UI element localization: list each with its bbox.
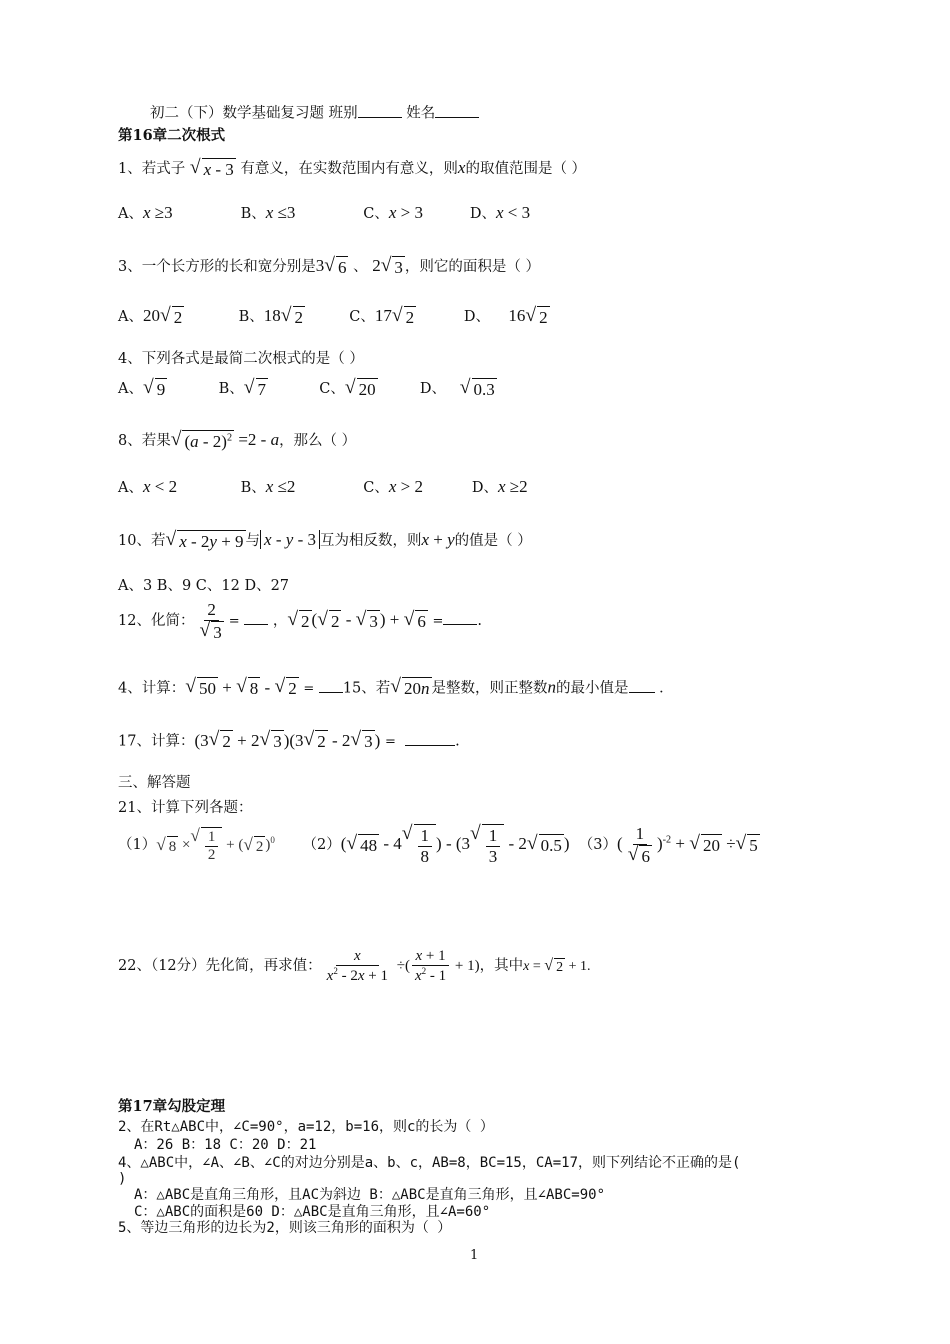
q1-radical: √ x - 3 xyxy=(189,157,234,179)
q15-post2: 的最小值是 xyxy=(556,680,629,697)
q8-options: A、x < 2 B、x ≤2 C、x > 2 D、x ≥2 xyxy=(118,477,528,496)
q17-eq: = xyxy=(384,734,396,750)
q1-opt-b: B、 xyxy=(240,206,266,222)
q1-opt-c: C、 xyxy=(363,206,389,222)
ch17-q4-options-cd: C：△ABC的面积是60 D：△ABC是直角三角形，且∠A=60° xyxy=(134,1204,491,1220)
q21-part-1: （1） xyxy=(118,837,157,854)
q1-post: 的取值范围是（ ） xyxy=(465,161,587,178)
q4-opt-d: D、 xyxy=(419,381,446,398)
question-4-calc: 4、计算： √ 50 + √ 8 - √ 2 = 15、若 √ 20n 是整数，则正整数n的最小值是 ． xyxy=(118,676,674,699)
q15-var: n xyxy=(547,677,557,697)
q3-options: A、20 √ 2 B、18 √ 2 C、17 √ 2 D、 16 √ 2 xyxy=(118,305,548,327)
q15-blank xyxy=(629,677,655,693)
name-label: 姓名 xyxy=(406,105,436,122)
q10-post: 的值是（ ） xyxy=(454,533,532,550)
chapter-16-title: 第16章二次根式 xyxy=(118,127,226,144)
question-4: 4、下列各式是最简二次根式的是（ ） xyxy=(118,351,364,367)
q10-mid: 与 xyxy=(245,533,261,550)
ch17-question-2: 2、在Rt△ABC中，∠C=90°，a=12，b=16，则c的长为（ ） xyxy=(118,1119,494,1135)
ch17-q4-close: ) xyxy=(118,1171,127,1187)
question-17: 17、计算：(3 √ 2 + 2 √ 3 )(3 √ 2 - 2 √ 3 ) = . xyxy=(118,729,460,752)
q4-opt-c: C、 xyxy=(319,381,345,398)
q17-end: . xyxy=(455,733,460,750)
q1-opt-d: D、 xyxy=(469,206,496,222)
q12-eq-2: = xyxy=(432,614,444,630)
q10-options: A、3 B、9 C、12 D、27 xyxy=(118,578,290,594)
question-1 xyxy=(118,158,586,180)
q3-opt-b: B、 xyxy=(238,309,264,326)
header-title: 初二（下）数学基础复习题 班别 xyxy=(150,105,358,122)
q21-part-2: （2） xyxy=(302,837,341,854)
q4-options: A、 √ 9 B、 √ 7 C、 √ 20 D、 √ 0.3 xyxy=(118,377,495,399)
q4-opt-b: B、 xyxy=(218,381,244,398)
q1-var: x xyxy=(457,158,466,178)
question-3: 3、一个长方形的长和宽分别是3 √ 6 、 2 √ 3 ，则它的面积是（ ） xyxy=(118,255,541,277)
q3-opt-c: C、 xyxy=(349,309,375,326)
q4b-pre: 4、计算： xyxy=(118,680,186,697)
q8-opt-a: A、 xyxy=(118,480,143,496)
q10-mid2: 互为相反数，则 xyxy=(319,533,422,550)
q12-end: . xyxy=(477,613,482,630)
question-8: 8、若果 √ (a - 2)$^2$ =2 - a，那么（ ） xyxy=(118,429,357,451)
q15-pre: 15、若 xyxy=(342,680,391,697)
section-3-title: 三、解答题 xyxy=(118,775,191,791)
q12-dot: ， xyxy=(272,613,288,630)
ch17-q2-options: A：26 B：18 C：20 D：21 xyxy=(134,1137,317,1153)
q1-opt-a: A、 xyxy=(118,206,143,222)
q17-pre: 17、计算： xyxy=(118,733,195,750)
q21-part-3: （3） xyxy=(578,837,618,854)
page-number: 1 xyxy=(470,1248,479,1263)
q1-mid: 有意义，在实数范围内有意义，则 xyxy=(240,161,458,178)
q8-opt-d: D、 xyxy=(471,480,498,496)
q15-end: ． xyxy=(659,680,674,697)
q15-post: 是整数，则正整数 xyxy=(431,680,548,697)
q12-blank-1 xyxy=(244,610,268,626)
question-21: 21、计算下列各题： xyxy=(118,800,253,816)
q3-sep: 、 xyxy=(353,259,368,276)
q12-pre: 12、化简： xyxy=(118,613,195,630)
q4b-eq: = xyxy=(303,681,315,697)
q1-options: A、x ≥3 B、x ≤3 C、x > 3 D、x < 3 xyxy=(118,203,531,222)
question-22: 22、（12分）先化简，再求值： $\frac{x}{x^2 - 2x + 1}$ ÷( $\frac{x + 1}{x^2 - 1}$ + 1)，其中x = √ 2 + 1. xyxy=(118,948,591,985)
q3-pre: 3、一个长方形的长和宽分别是 xyxy=(118,259,316,276)
q1-pre: 1、若式子 xyxy=(118,161,186,178)
q3-opt-a: A、 xyxy=(118,309,143,326)
doc-header xyxy=(150,102,479,123)
q3-opt-d: D、 xyxy=(463,309,490,326)
q8-post: ，那么（ ） xyxy=(279,433,357,450)
ch17-q4-options-ab: A：△ABC是直角三角形，且AC为斜边 B：△ABC是直角三角形，且∠ABC=90° xyxy=(134,1187,606,1203)
q22-post: ，其中 xyxy=(479,958,524,975)
question-12: 12、化简： 2 √ 3 = ， √ 2 ( √ 2 - √ 3 ) + √ 6 = . xyxy=(118,600,482,642)
class-blank xyxy=(358,102,402,118)
ch17-question-5: 5、等边三角形的边长为2，则该三角形的面积为（ ） xyxy=(118,1220,452,1236)
q4-opt-a: A、 xyxy=(118,381,143,398)
q3-post: ，则它的面积是（ ） xyxy=(404,259,541,276)
q21-parts: （1） √ 8 × √ $\frac{1}{2}$ + ( √ 2 )$^0$ （2）( √ 48 - 4 √ $\frac{1}{8}$ ) - (3 √ $\frac{1}{3}$ - 2 √ 0.5 ) （3）( 1 √ 6 )$^{-2}$ + √ 20 ÷ √ 5 xyxy=(118,823,758,866)
q12-blank-2 xyxy=(443,610,477,626)
q4b-blank xyxy=(319,677,343,693)
q8-opt-b: B、 xyxy=(240,480,266,496)
q8-opt-c: C、 xyxy=(363,480,389,496)
q10-pre: 10、若 xyxy=(118,533,166,550)
q8-pre: 8、若果 xyxy=(118,433,171,450)
question-10: 10、若 √ x - 2y + 9 与 x - y - 3 互为相反数，则x + y的值是（ ） xyxy=(118,529,532,551)
ch17-question-4: 4、△ABC中，∠A、∠B、∠C的对边分别是a、b、c，AB=8，BC=15，CA=17，则下列结论不正确的是( xyxy=(118,1155,741,1171)
q12-eq: = xyxy=(228,614,240,630)
name-blank xyxy=(435,102,479,118)
q22-pre: 22、（12分）先化简，再求值： xyxy=(118,958,322,975)
chapter-17-title: 第17章勾股定理 xyxy=(118,1098,226,1115)
q17-blank xyxy=(405,730,455,746)
